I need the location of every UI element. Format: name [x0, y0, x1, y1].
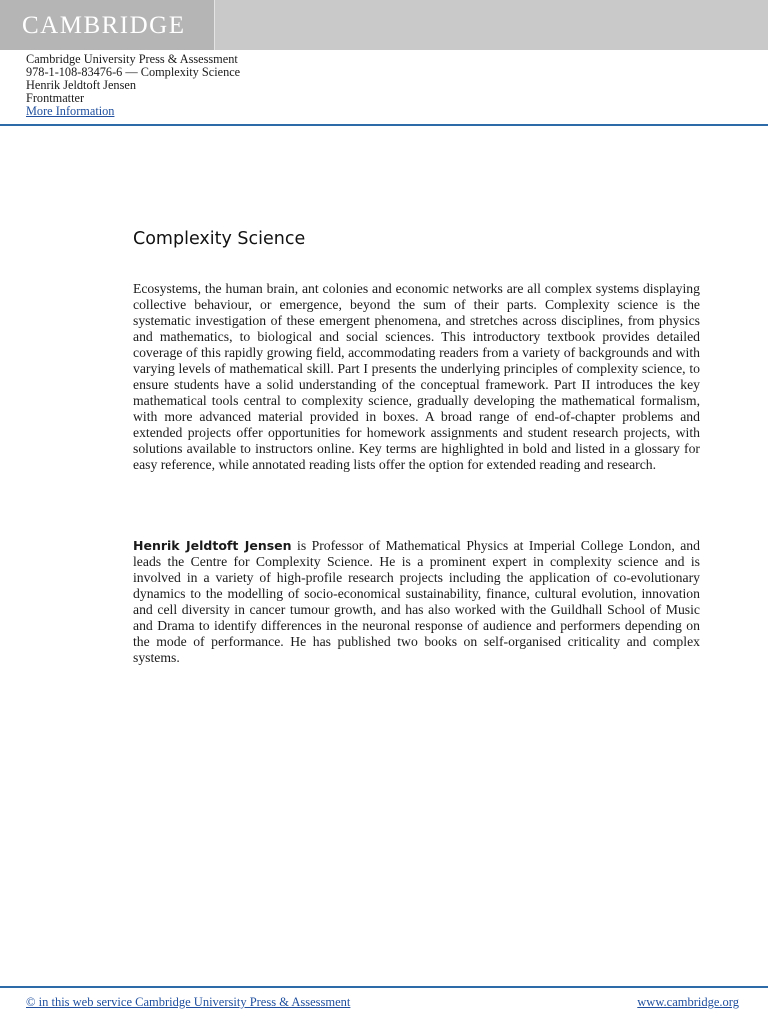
- book-metadata: [26, 53, 240, 118]
- book-description: Ecosystems, the human brain, ant colonies and economic networks are all complex systems displaying collective behaviour, or emergence, beyond the sum of their parts. Complexity science is the systematic investigation of these emergent phenomena, and stretches across disciplines, from physics and mathematics, to biological and social sciences. This introductory textbook provides detailed coverage of this rapidly growing field, accommodating readers from a variety of backgrounds and with varying levels of mathematical skill. Part I presents the underlying principles of complexity science, to ensure students have a solid understanding of the conceptual framework. Part II introduces the key mathematical tools central to complexity science, gradually developing the mathematical formalism, with more advanced material provided in boxes. A broad range of end-of-chapter problems and extended projects offer opportunities for homework assignments and student research projects, with solutions available to instructors online. Key terms are highlighted in bold and listed in a glossary for easy reference, while annotated reading lists offer the option for extended reading and research.: [133, 281, 700, 472]
- author-line: Henrik Jeldtoft Jensen: [26, 78, 136, 92]
- author-biography: [133, 538, 700, 666]
- header-divider: [0, 124, 768, 126]
- logo-cell: [0, 0, 215, 50]
- footer-divider: [0, 986, 768, 988]
- publisher-line: Cambridge University Press & Assessment: [26, 52, 238, 66]
- copyright-link[interactable]: © in this web service Cambridge University Press & Assessment: [26, 995, 351, 1009]
- section-line: Frontmatter: [26, 91, 85, 105]
- page-title: Complexity Science: [133, 229, 306, 249]
- isbn-title-line: 978-1-108-83476-6 — Complexity Science: [26, 65, 241, 79]
- author-bio-text: is Professor of Mathematical Physics at Imperial College London, and leads the Centre for Complexity Science. He is a prominent expert in complexity science and is involved in a variety of high-profile research projects including the application of co-evolutionary dynamics to the modelling of socio-economical sustainability, finance, cultural evolution, innovation and cell diversity in cancer tumour growth, and has also worked with the Guildhall School of Music and Drama to identify differences in the neuronal response of audience and performers depending on the mode of performance. He has published two books on self-organised criticality and complex systems.: [133, 538, 700, 665]
- header-bar: [0, 0, 768, 50]
- website-link[interactable]: www.cambridge.org: [637, 995, 739, 1009]
- cambridge-logo: CAMBRIDGE: [22, 12, 186, 39]
- author-name: Henrik Jeldtoft Jensen: [133, 538, 292, 553]
- more-information-link[interactable]: More Information: [26, 104, 115, 118]
